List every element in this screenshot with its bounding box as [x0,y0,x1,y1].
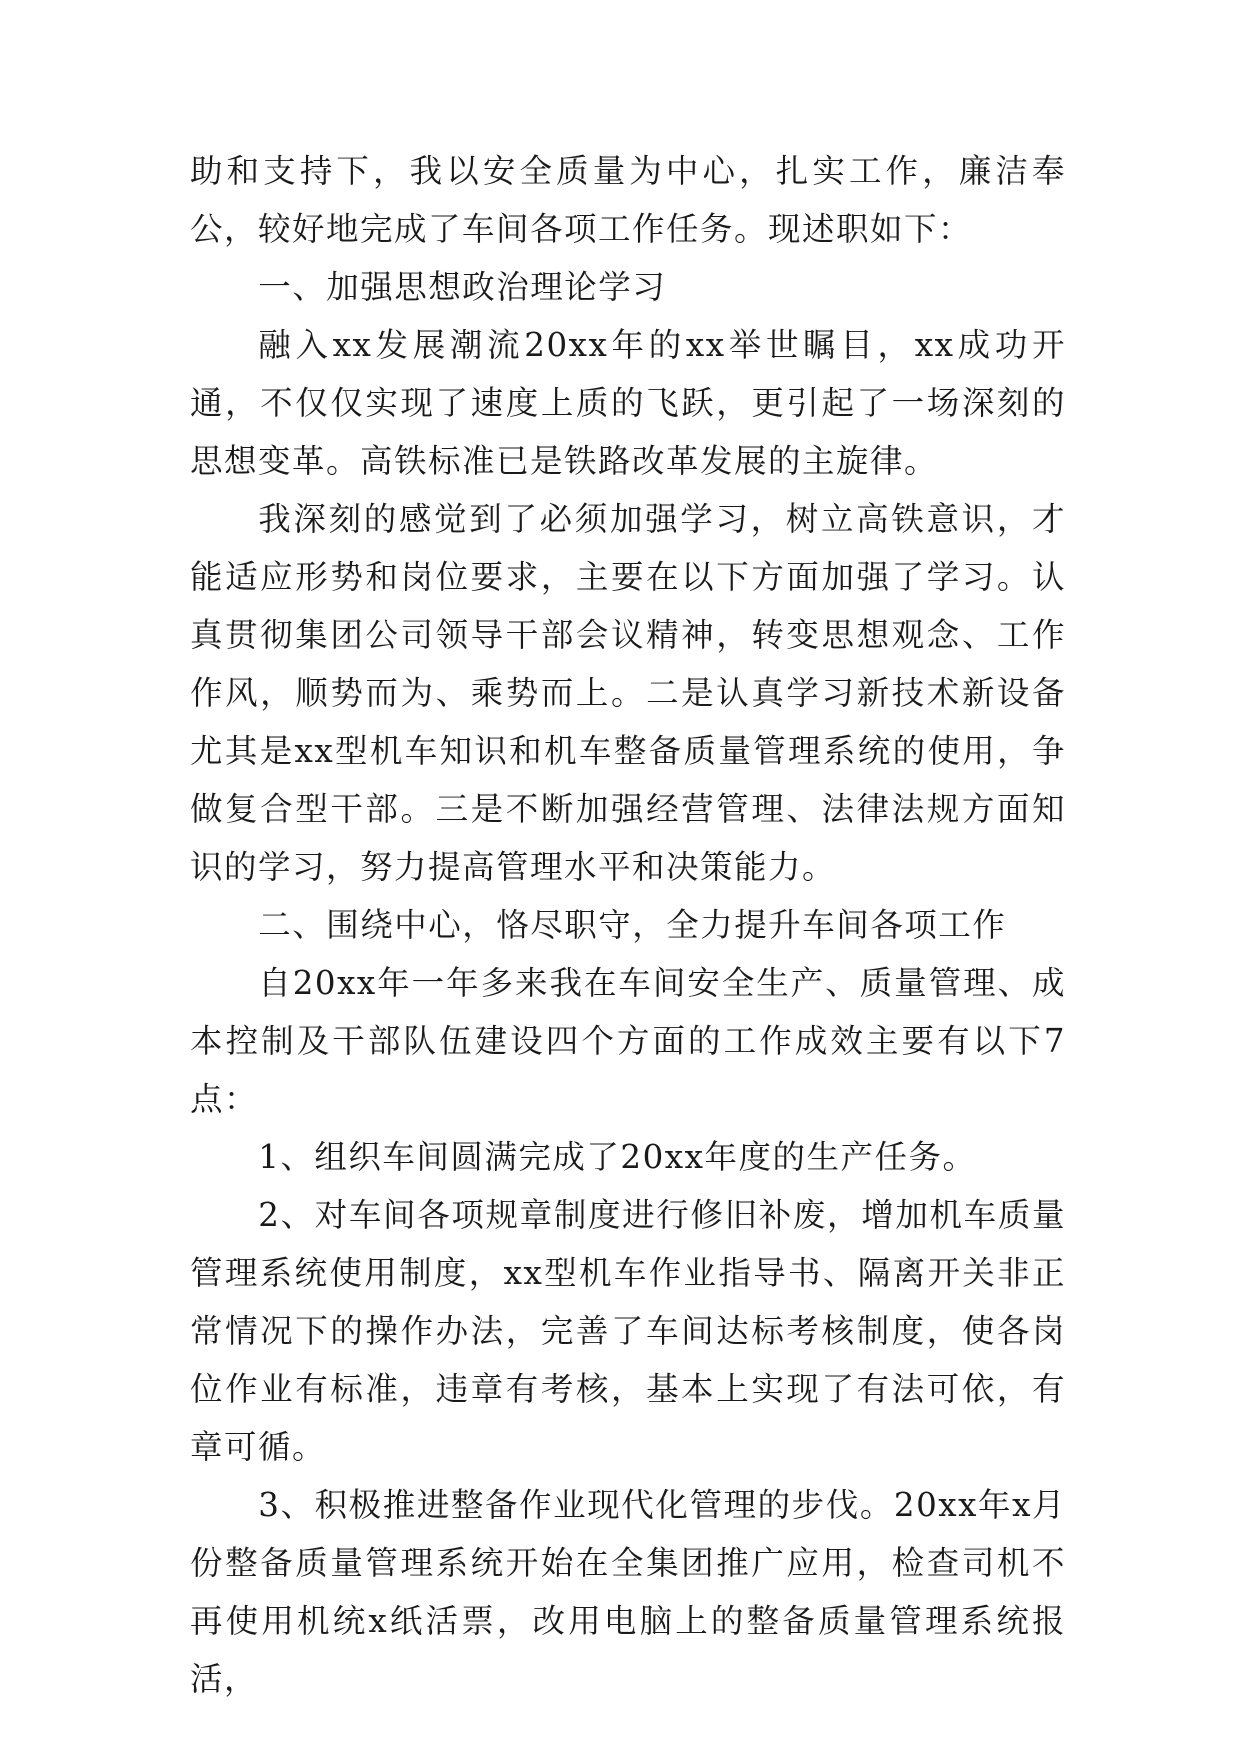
list-item-1: 1、组织车间圆满完成了20xx年度的生产任务。 [258,1138,977,1176]
document-page [190,142,1066,1708]
list-item-2: 2、对车间各项规章制度进行修旧补废，增加机车质量管理系统使用制度，xx型机车作业指导书、隔离开关非正常情况下的操作办法，完善了车间达标考核制度，使各岗位作业有标准，违章有考核，基本上实现了有法可依，有章可循。 [190,1196,1066,1466]
paragraph-intro: 助和支持下，我以安全质量为中心，扎实工作，廉洁奉公，较好地完成了车间各项工作任务。现述职如下： [190,152,1066,248]
heading-section-2: 二、围绕中心，恪尽职守，全力提升车间各项工作 [258,906,1007,944]
list-item-3: 3、积极推进整备作业现代化管理的步伐。20xx年x月份整备质量管理系统开始在全集团推广应用，检查司机不再使用机统x纸活票，改用电脑上的整备质量管理系统报活， [190,1486,1066,1698]
paragraph-study: 我深刻的感觉到了必须加强学习，树立高铁意识，才能适应形势和岗位要求，主要在以下方面加强了学习。认真贯彻集团公司领导干部会议精神，转变思想观念、工作作风，顺势而为、乘势而上。二是认真学习新技术新设备尤其是xx型机车知识和机车整备质量管理系统的使用，争做复合型干部。三是不断加强经营管理、法律法规方面知识的学习，努力提高管理水平和决策能力。 [190,500,1066,886]
paragraph-development: 融入xx发展潮流20xx年的xx举世瞩目，xx成功开通，不仅仅实现了速度上质的飞跃，更引起了一场深刻的思想变革。高铁标准已是铁路改革发展的主旋律。 [190,326,1066,480]
paragraph-achievements: 自20xx年一年多来我在车间安全生产、质量管理、成本控制及干部队伍建设四个方面的工作成效主要有以下7点： [190,964,1066,1118]
heading-section-1: 一、加强思想政治理论学习 [258,268,667,306]
